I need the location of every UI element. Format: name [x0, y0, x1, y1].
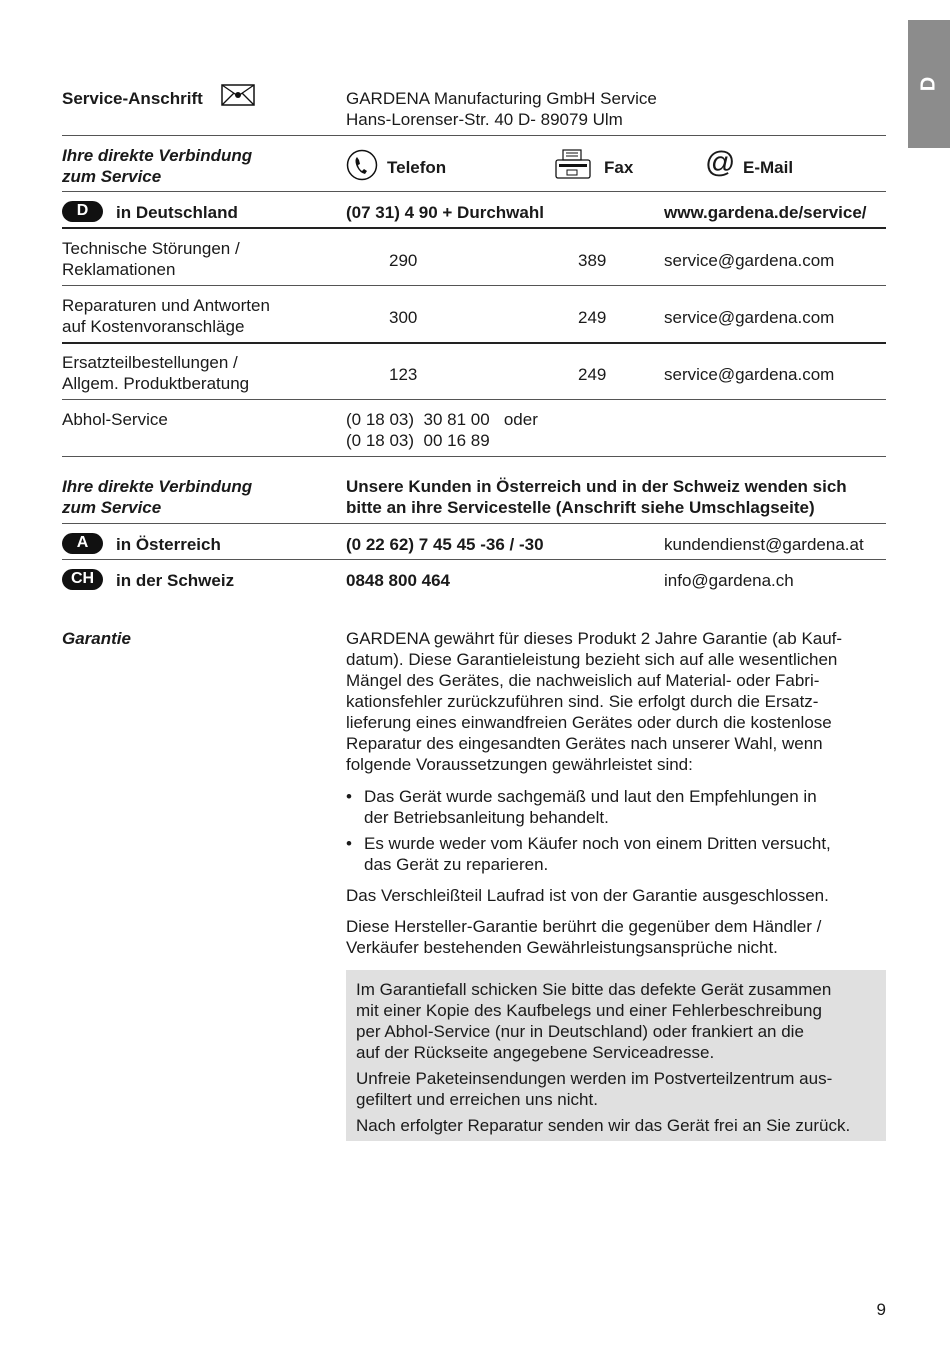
row-email-3[interactable]: service@gardena.com — [664, 365, 835, 384]
international-text-1: Unsere Kunden in Österreich und in der Schweiz wenden sich — [346, 477, 847, 496]
divider — [62, 559, 886, 560]
guarantee-line: Mängel des Gerätes, die nachweislich auf Material- oder Fabri- — [346, 671, 820, 690]
guarantee-line: Reparatur des eingesandten Gerätes nach unserer Wahl, wenn — [346, 734, 823, 753]
guarantee-text — [346, 628, 886, 775]
contact-header-label-1: Ihre direkte Verbindung — [62, 146, 253, 165]
row-label-3: Ersatzteilbestellungen / — [62, 353, 238, 372]
page-number: 9 — [876, 1300, 886, 1319]
austria-email[interactable]: kundendienst@gardena.at — [664, 535, 864, 554]
switzerland-label: in der Schweiz — [116, 571, 235, 590]
manufacturer-guarantee-line-1: Diese Hersteller-Garantie berührt die gegenüber dem Händler / — [346, 917, 822, 936]
manufacturer-guarantee-line-2: Verkäufer bestehenden Gewährleistungsansprüche nicht. — [346, 938, 778, 957]
fax-column-label: Fax — [604, 158, 634, 177]
at-sign-icon: @ — [705, 146, 736, 179]
divider — [62, 135, 886, 136]
note-paragraph-3: Nach erfolgter Reparatur senden wir das Gerät frei an Sie zurück. — [356, 1116, 851, 1135]
email-column-label: E-Mail — [743, 158, 794, 177]
service-address-label: Service-Anschrift — [62, 89, 203, 108]
row-label-2b: auf Kostenvoranschläge — [62, 317, 245, 336]
guarantee-line: lieferung eines einwandfreien Gerätes oder durch die kostenlose — [346, 713, 832, 732]
divider — [62, 227, 886, 229]
wear-part-text: Das Verschleißteil Laufrad ist von der Garantie ausgeschlossen. — [346, 886, 829, 905]
row-fax-3: 249 — [578, 365, 607, 384]
international-label-1: Ihre direkte Verbindung — [62, 477, 253, 496]
contact-header-label-2: zum Service — [62, 167, 162, 186]
warranty-note-box — [346, 970, 886, 1141]
switzerland-phone: 0848 800 464 — [346, 571, 450, 590]
divider — [62, 342, 886, 344]
international-label-2: zum Service — [62, 498, 162, 517]
divider — [62, 399, 886, 400]
divider — [62, 456, 886, 457]
row-email-2[interactable]: service@gardena.com — [664, 308, 835, 327]
country-badge-switzerland: CH — [62, 569, 103, 590]
divider — [62, 285, 886, 286]
pickup-phone-1: (0 18 03) 30 81 00 oder — [346, 410, 538, 429]
row-fax-2: 249 — [578, 308, 607, 327]
austria-label: in Österreich — [116, 535, 221, 554]
divider — [62, 523, 886, 524]
row-label-3b: Allgem. Produktberatung — [62, 374, 250, 393]
guarantee-line: datum). Diese Garantieleistung bezieht sich auf alle wesentlichen — [346, 650, 838, 669]
germany-web[interactable]: www.gardena.de/service/ — [664, 203, 867, 222]
germany-phone: (07 31) 4 90 + Durchwahl — [346, 203, 544, 222]
row-label-1: Technische Störungen / — [62, 239, 240, 258]
note-paragraph-2: Unfreie Paketeinsendungen werden im Postverteilzentrum aus- gefiltert und erreichen uns nicht. — [356, 1069, 833, 1109]
guarantee-label: Garantie — [62, 629, 131, 648]
fax-icon — [555, 148, 591, 180]
list-item: • Es wurde weder vom Käufer noch von einem Dritten versucht, das Gerät zu reparieren. — [346, 833, 886, 875]
list-item: • Das Gerät wurde sachgemäß und laut den Empfehlungen in der Betriebsanleitung behandelt. — [346, 786, 886, 828]
envelope-icon — [221, 84, 255, 106]
country-badge-germany: D — [62, 201, 103, 222]
guarantee-line: GARDENA gewährt für dieses Produkt 2 Jahre Garantie (ab Kauf- — [346, 629, 843, 648]
row-email-1[interactable]: service@gardena.com — [664, 251, 835, 270]
guarantee-line: kationsfehler zurückzuführen sind. Sie erfolgt durch die Ersatz- — [346, 692, 819, 711]
guarantee-line: folgende Voraussetzungen gewährleistet sind: — [346, 755, 693, 774]
address-line-1: GARDENA Manufacturing GmbH Service — [346, 89, 657, 108]
row-phone-1: 290 — [389, 251, 418, 270]
address-line-2: Hans-Lorenser-Str. 40 D- 89079 Ulm — [346, 110, 623, 129]
row-phone-2: 300 — [389, 308, 418, 327]
pickup-phone-2: (0 18 03) 00 16 89 — [346, 431, 490, 450]
switzerland-email[interactable]: info@gardena.ch — [664, 571, 794, 590]
row-label-1b: Reklamationen — [62, 260, 176, 279]
germany-label: in Deutschland — [116, 203, 238, 222]
phone-column-label: Telefon — [387, 158, 447, 177]
international-text-2: bitte an ihre Servicestelle (Anschrift siehe Umschlagseite) — [346, 498, 815, 517]
divider — [62, 191, 886, 192]
guarantee-conditions-list — [346, 786, 886, 880]
phone-icon — [346, 149, 378, 181]
note-paragraph-1: Im Garantiefall schicken Sie bitte das defekte Gerät zusammen mit einer Kopie des Kaufbelegs und einer Fehlerbeschreibung per Abhol-Service (nur in Deutschland) oder frankiert an die auf der Rückseite angegebene Serviceadresse. — [356, 980, 832, 1062]
austria-phone: (0 22 62) 7 45 45 -36 / -30 — [346, 535, 544, 554]
row-fax-1: 389 — [578, 251, 607, 270]
row-label-2: Reparaturen und Antworten — [62, 296, 270, 315]
language-tab — [908, 20, 950, 148]
row-phone-3: 123 — [389, 365, 418, 384]
country-badge-austria: A — [62, 533, 103, 554]
language-tab-label: D — [917, 76, 940, 92]
pickup-label: Abhol-Service — [62, 410, 168, 429]
